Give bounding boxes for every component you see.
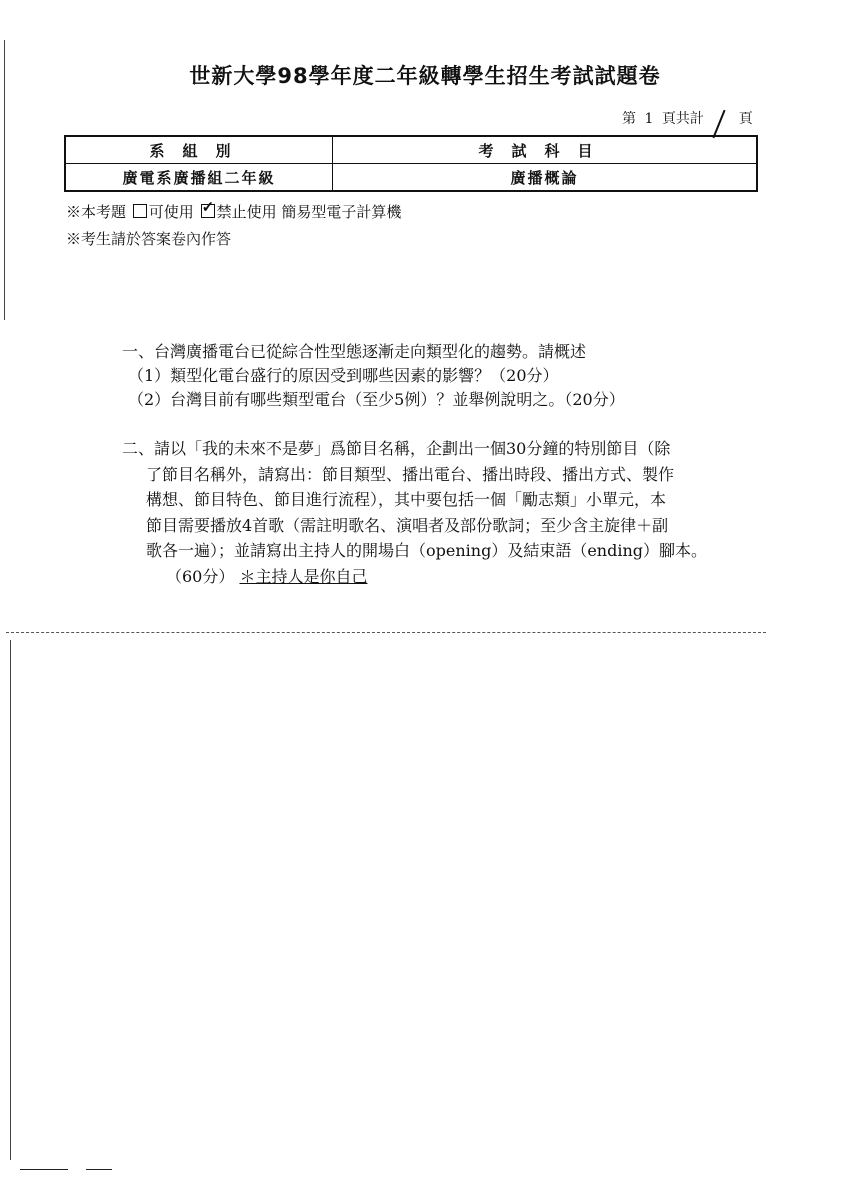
forbidden-checkbox: [201, 204, 215, 218]
question-1-line: 一、台灣廣播電台已從綜合性型態逐漸走向類型化的趨勢。請概述: [122, 342, 587, 361]
department-value: 廣電系廣播組二年級: [65, 164, 333, 192]
question-1: [122, 340, 625, 412]
scan-bottom-mark: [86, 1169, 112, 1170]
subject-value: 廣播概論: [333, 164, 758, 192]
question-2-line: 二、請以「我的未來不是夢」爲節目名稱，企劃出一個30分鐘的特別節目（除: [122, 439, 671, 458]
page-number: 1: [644, 111, 654, 127]
calculator-note: [66, 201, 401, 222]
question-2-line: 節目需要播放4首歌（需註明歌名、演唱者及部份歌詞；至少含主旋律＋副: [146, 515, 669, 535]
page-suffix: 頁: [738, 111, 753, 127]
question-2-host-note: ＊主持人是你自己: [239, 566, 368, 586]
page-mid: 頁共計: [661, 111, 704, 127]
question-1-line: （2）台灣目前有哪些類型電台（至少5例）？並舉例說明之。（20分）: [128, 390, 625, 409]
scan-bottom-mark: [20, 1169, 68, 1170]
allowed-checkbox: [133, 204, 147, 218]
page-indicator: [622, 108, 753, 128]
department-header: 系組別: [65, 136, 333, 164]
subject-header: 考試科目: [333, 136, 758, 164]
question-2-line: 歌各一遍）；並請寫出主持人的開場白（opening）及結束語（ending）腳本。: [146, 541, 707, 560]
question-2-line: [166, 564, 707, 590]
page-prefix: 第: [622, 111, 636, 127]
scan-dashed-line: [6, 632, 766, 634]
question-2-score: （60分）: [166, 566, 235, 586]
question-2-line: 構想、節目特色、節目進行流程），其中要包括一個「勵志類」小單元，本: [146, 490, 667, 509]
scan-edge-line-bottom: [10, 640, 11, 1160]
calculator-prefix: ※本考題: [66, 203, 127, 221]
exam-info-table: [64, 135, 758, 192]
question-1-line: （1）類型化電台盛行的原因受到哪些因素的影響？（20分）: [128, 366, 559, 385]
question-2-line: 了節目名稱外，請寫出：節目類型、播出電台、播出時段、播出方式、製作: [146, 464, 675, 484]
question-2: [122, 436, 707, 589]
table-row: [65, 136, 757, 164]
calculator-suffix: 簡易型電子計算機: [281, 203, 402, 221]
answer-sheet-note: ※考生請於答案卷內作答: [66, 230, 232, 248]
exam-title: 世新大學98學年度二年級轉學生招生考試試題卷: [189, 64, 661, 88]
table-row: [65, 164, 757, 192]
allowed-label: 可使用: [148, 203, 194, 221]
forbidden-label: 禁止使用: [216, 203, 277, 221]
